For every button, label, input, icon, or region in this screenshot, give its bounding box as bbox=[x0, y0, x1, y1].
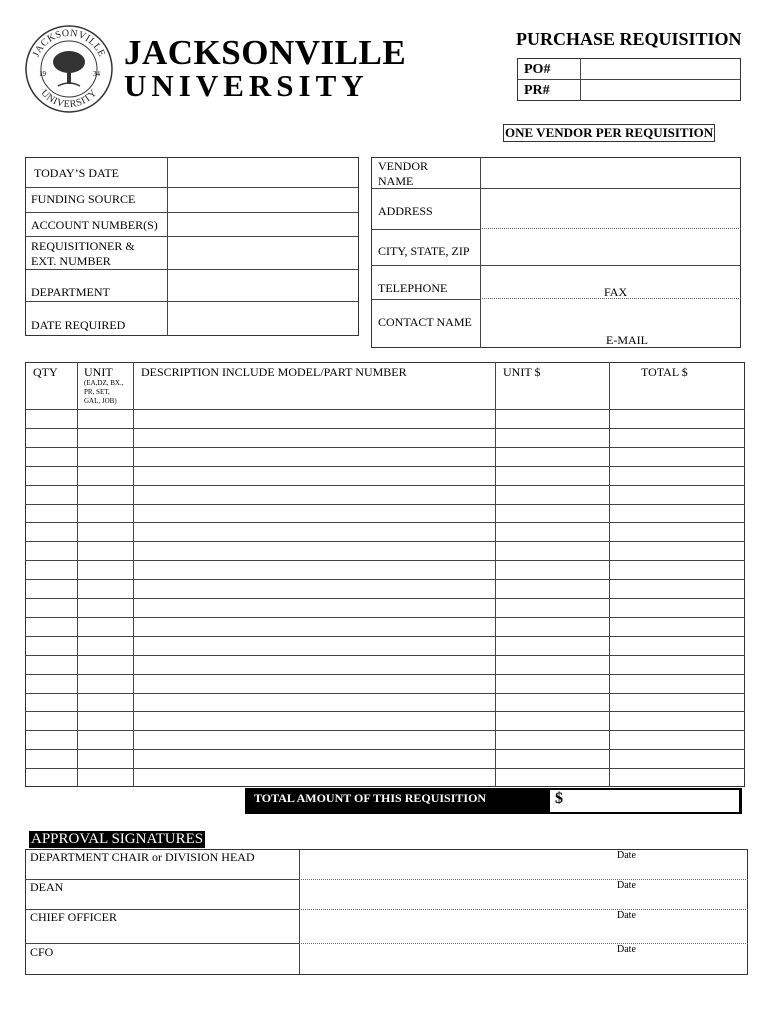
description-cell[interactable] bbox=[135, 600, 493, 616]
telephone-field[interactable] bbox=[482, 267, 602, 297]
signature-field[interactable] bbox=[301, 911, 601, 941]
unit-cell[interactable] bbox=[79, 562, 131, 578]
address-field[interactable] bbox=[482, 190, 739, 227]
approval-date-label: Date bbox=[617, 910, 636, 921]
description-cell[interactable] bbox=[135, 751, 493, 767]
requisitioner-label-1: REQUISITIONER & bbox=[31, 239, 135, 253]
total-cell[interactable] bbox=[611, 581, 743, 597]
email-label: E-MAIL bbox=[606, 333, 648, 347]
vendor-name-label-1: VENDOR bbox=[378, 159, 428, 173]
qty-cell[interactable] bbox=[27, 676, 75, 692]
approval-role-label: CFO bbox=[30, 945, 54, 959]
unit-note-line-3: GAL, JOB) bbox=[84, 397, 117, 405]
approval-date-label: Date bbox=[617, 944, 636, 955]
qty-cell[interactable] bbox=[27, 638, 75, 654]
unit-cell[interactable] bbox=[79, 411, 131, 427]
unit-note-line-1: (EA,DZ, BX., bbox=[84, 379, 124, 387]
department-label: DEPARTMENT bbox=[31, 285, 110, 299]
description-cell[interactable] bbox=[135, 411, 493, 427]
unit-price-cell[interactable] bbox=[497, 713, 607, 729]
city-state-zip-field[interactable] bbox=[482, 231, 739, 264]
seal-year-left: 19 bbox=[39, 70, 46, 78]
funding-source-field[interactable] bbox=[169, 189, 357, 211]
unit-cell[interactable] bbox=[79, 732, 131, 748]
unit-cell[interactable] bbox=[79, 524, 131, 540]
approval-role-label: DEAN bbox=[30, 880, 64, 894]
total-amount-field[interactable] bbox=[550, 790, 739, 812]
po-label: PO# bbox=[524, 62, 551, 77]
unit-cell[interactable] bbox=[79, 449, 131, 465]
total-cell[interactable] bbox=[611, 676, 743, 692]
qty-cell[interactable] bbox=[27, 600, 75, 616]
unit-price-cell[interactable] bbox=[497, 449, 607, 465]
unit-price-cell[interactable] bbox=[497, 657, 607, 673]
total-currency: $ bbox=[555, 790, 563, 807]
total-cell[interactable] bbox=[611, 695, 743, 711]
date-required-field[interactable] bbox=[169, 303, 357, 335]
unit-cell[interactable] bbox=[79, 695, 131, 711]
description-cell[interactable] bbox=[135, 562, 493, 578]
qty-header: QTY bbox=[33, 365, 58, 379]
vendor-name-field[interactable] bbox=[482, 159, 739, 187]
qty-cell[interactable] bbox=[27, 524, 75, 540]
description-cell[interactable] bbox=[135, 638, 493, 654]
unit-cell[interactable] bbox=[79, 751, 131, 767]
approval-date-label: Date bbox=[617, 880, 636, 891]
unit-cell[interactable] bbox=[79, 430, 131, 446]
total-cell[interactable] bbox=[611, 487, 743, 503]
unit-price-cell[interactable] bbox=[497, 676, 607, 692]
qty-cell[interactable] bbox=[27, 619, 75, 635]
unit-price-cell[interactable] bbox=[497, 562, 607, 578]
unit-price-cell[interactable] bbox=[497, 770, 607, 786]
unit-price-cell[interactable] bbox=[497, 506, 607, 522]
description-cell[interactable] bbox=[135, 449, 493, 465]
unit-price-cell[interactable] bbox=[497, 732, 607, 748]
email-field[interactable] bbox=[482, 330, 602, 347]
todays-date-field[interactable] bbox=[169, 159, 357, 186]
requisitioner-field[interactable] bbox=[169, 238, 357, 268]
unit-price-cell[interactable] bbox=[497, 638, 607, 654]
unit-cell[interactable] bbox=[79, 770, 131, 786]
unit-header: UNIT bbox=[84, 365, 113, 379]
total-header: TOTAL $ bbox=[641, 365, 688, 379]
qty-cell[interactable] bbox=[27, 581, 75, 597]
total-cell[interactable] bbox=[611, 411, 743, 427]
unit-cell[interactable] bbox=[79, 543, 131, 559]
unit-cell[interactable] bbox=[79, 600, 131, 616]
description-cell[interactable] bbox=[135, 468, 493, 484]
approval-role-label: CHIEF OFFICER bbox=[30, 910, 118, 924]
total-cell[interactable] bbox=[611, 562, 743, 578]
description-cell[interactable] bbox=[135, 506, 493, 522]
description-cell[interactable] bbox=[135, 713, 493, 729]
fax-field[interactable] bbox=[630, 267, 739, 297]
requisitioner-label-2: EXT. NUMBER bbox=[31, 254, 111, 268]
approval-role-label: DEPARTMENT CHAIR or DIVISION HEAD bbox=[30, 850, 255, 864]
signature-field[interactable] bbox=[301, 851, 601, 877]
total-cell[interactable] bbox=[611, 732, 743, 748]
description-header: DESCRIPTION INCLUDE MODEL/PART NUMBER bbox=[141, 365, 407, 379]
description-cell[interactable] bbox=[135, 619, 493, 635]
total-cell[interactable] bbox=[611, 713, 743, 729]
description-cell[interactable] bbox=[135, 657, 493, 673]
pr-label: PR# bbox=[524, 83, 550, 98]
signature-field[interactable] bbox=[301, 945, 601, 973]
qty-cell[interactable] bbox=[27, 770, 75, 786]
unit-cell[interactable] bbox=[79, 581, 131, 597]
tree-icon bbox=[53, 51, 85, 86]
total-cell[interactable] bbox=[611, 524, 743, 540]
approval-date-field[interactable] bbox=[645, 911, 745, 941]
logo-wordmark bbox=[124, 33, 407, 103]
account-numbers-field[interactable] bbox=[169, 214, 357, 235]
total-cell[interactable] bbox=[611, 430, 743, 446]
approval-date-field[interactable] bbox=[645, 881, 745, 907]
unit-cell[interactable] bbox=[79, 506, 131, 522]
city-state-zip-label: CITY, STATE, ZIP bbox=[378, 244, 470, 258]
vendor-name-label-2: NAME bbox=[378, 174, 414, 188]
total-cell[interactable] bbox=[611, 751, 743, 767]
description-cell[interactable] bbox=[135, 732, 493, 748]
qty-cell[interactable] bbox=[27, 751, 75, 767]
pr-number-field[interactable] bbox=[582, 81, 739, 99]
unit-cell[interactable] bbox=[79, 713, 131, 729]
funding-source-label: FUNDING SOURCE bbox=[31, 192, 136, 206]
address-label: ADDRESS bbox=[378, 204, 433, 218]
unit-price-cell[interactable] bbox=[497, 543, 607, 559]
qty-cell[interactable] bbox=[27, 506, 75, 522]
description-cell[interactable] bbox=[135, 543, 493, 559]
unit-cell[interactable] bbox=[79, 638, 131, 654]
unit-cell[interactable] bbox=[79, 487, 131, 503]
unit-price-cell[interactable] bbox=[497, 581, 607, 597]
unit-note bbox=[84, 379, 123, 406]
unit-price-cell[interactable] bbox=[497, 619, 607, 635]
logo-line-1: JACKSONVILLE bbox=[124, 33, 407, 72]
contact-name-label: CONTACT NAME bbox=[378, 315, 472, 329]
approval-date-field[interactable] bbox=[645, 945, 745, 973]
signature-field[interactable] bbox=[301, 881, 601, 907]
approval-date-field[interactable] bbox=[645, 851, 745, 877]
qty-cell[interactable] bbox=[27, 487, 75, 503]
unit-price-cell[interactable] bbox=[497, 600, 607, 616]
total-cell[interactable] bbox=[611, 543, 743, 559]
description-cell[interactable] bbox=[135, 581, 493, 597]
qty-cell[interactable] bbox=[27, 657, 75, 673]
total-cell[interactable] bbox=[611, 468, 743, 484]
unit-cell[interactable] bbox=[79, 619, 131, 635]
unit-cell[interactable] bbox=[79, 676, 131, 692]
logo-line-2: UNIVERSITY bbox=[124, 68, 369, 103]
total-cell[interactable] bbox=[611, 619, 743, 635]
todays-date-label: TODAY’S DATE bbox=[34, 166, 120, 180]
qty-cell[interactable] bbox=[27, 430, 75, 446]
description-cell[interactable] bbox=[135, 487, 493, 503]
page-title: PURCHASE REQUISITION bbox=[516, 29, 742, 49]
telephone-label: TELEPHONE bbox=[378, 281, 448, 295]
date-required-label: DATE REQUIRED bbox=[31, 318, 126, 332]
contact-name-field[interactable] bbox=[482, 300, 739, 330]
description-cell[interactable] bbox=[135, 430, 493, 446]
seal-year-right: 34 bbox=[93, 70, 100, 78]
unit-price-header: UNIT $ bbox=[503, 365, 541, 379]
unit-cell[interactable] bbox=[79, 657, 131, 673]
total-cell[interactable] bbox=[611, 770, 743, 786]
account-numbers-label: ACCOUNT NUMBER(S) bbox=[31, 218, 158, 232]
seal-top-text: JACKSONVILLE bbox=[30, 27, 108, 59]
unit-price-cell[interactable] bbox=[497, 751, 607, 767]
qty-cell[interactable] bbox=[27, 543, 75, 559]
department-field[interactable] bbox=[169, 271, 357, 300]
qty-cell[interactable] bbox=[27, 468, 75, 484]
description-cell[interactable] bbox=[135, 524, 493, 540]
description-cell[interactable] bbox=[135, 770, 493, 786]
unit-price-cell[interactable] bbox=[497, 524, 607, 540]
fax-label: FAX bbox=[604, 285, 628, 299]
approval-heading: APPROVAL SIGNATURES bbox=[31, 831, 204, 847]
unit-price-cell[interactable] bbox=[497, 411, 607, 427]
qty-cell[interactable] bbox=[27, 411, 75, 427]
unit-price-cell[interactable] bbox=[497, 430, 607, 446]
total-cell[interactable] bbox=[611, 657, 743, 673]
seal-bottom-text: UNIVERSITY bbox=[38, 87, 100, 111]
total-cell[interactable] bbox=[611, 449, 743, 465]
unit-cell[interactable] bbox=[79, 468, 131, 484]
description-cell[interactable] bbox=[135, 676, 493, 692]
approval-date-label: Date bbox=[617, 850, 636, 861]
qty-cell[interactable] bbox=[27, 713, 75, 729]
qty-cell[interactable] bbox=[27, 695, 75, 711]
qty-cell[interactable] bbox=[27, 562, 75, 578]
qty-cell[interactable] bbox=[27, 449, 75, 465]
total-cell[interactable] bbox=[611, 506, 743, 522]
po-number-field[interactable] bbox=[582, 60, 739, 78]
unit-price-cell[interactable] bbox=[497, 695, 607, 711]
total-label: TOTAL AMOUNT OF THIS REQUISITION bbox=[254, 791, 487, 805]
unit-note-line-2: PR, SET, bbox=[84, 388, 110, 396]
unit-price-cell[interactable] bbox=[497, 468, 607, 484]
total-cell[interactable] bbox=[611, 638, 743, 654]
university-seal bbox=[24, 24, 114, 114]
total-cell[interactable] bbox=[611, 600, 743, 616]
qty-cell[interactable] bbox=[27, 732, 75, 748]
unit-price-cell[interactable] bbox=[497, 487, 607, 503]
description-cell[interactable] bbox=[135, 695, 493, 711]
vendor-note: ONE VENDOR PER REQUISITION bbox=[505, 125, 714, 140]
